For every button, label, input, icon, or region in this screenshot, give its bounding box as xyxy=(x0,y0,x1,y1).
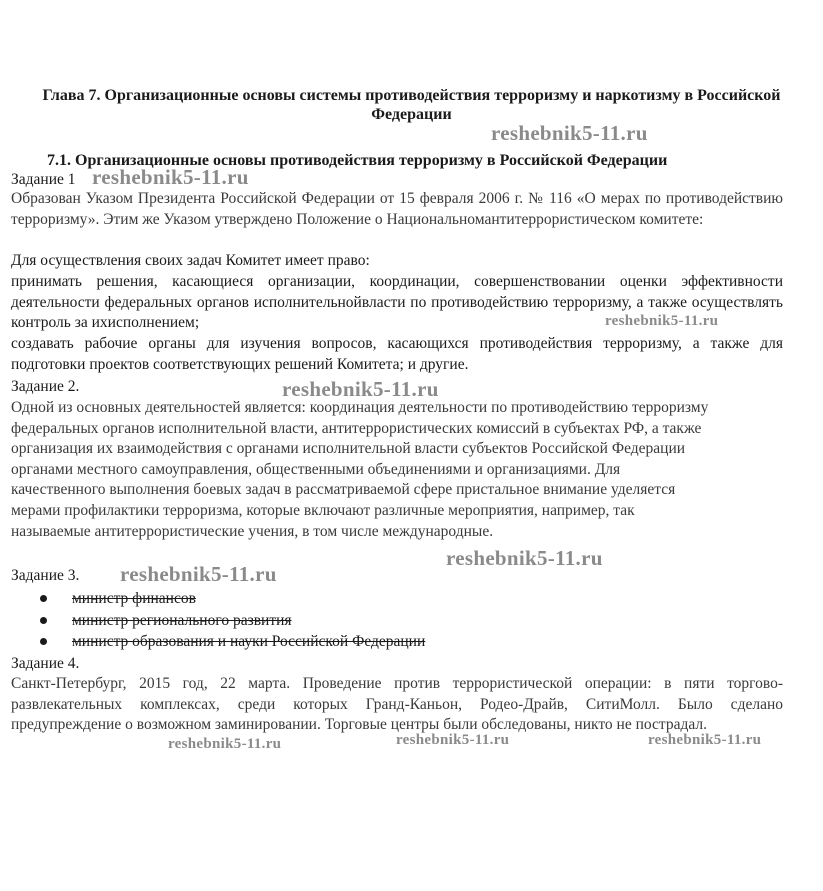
option-text: министр финансов xyxy=(72,590,196,607)
watermark: reshebnik5-11.ru xyxy=(605,313,719,329)
struck-option xyxy=(36,588,425,610)
bullet-icon xyxy=(40,595,47,602)
bullet-icon xyxy=(40,617,47,624)
watermark: reshebnik5-11.ru xyxy=(491,121,648,145)
watermark: reshebnik5-11.ru xyxy=(282,377,439,401)
task-1-paragraph: Образован Указом Президента Российской Федерации от 15 февраля 2006 г. № 116 «О мерах по противодействию терроризму». Этим же Указом утверждено Положение о Национальномантитеррористическом комитете: xyxy=(11,190,783,228)
watermark: reshebnik5-11.ru xyxy=(120,562,277,586)
watermark: reshebnik5-11.ru xyxy=(648,732,762,748)
bullet-icon xyxy=(40,638,47,645)
watermark: reshebnik5-11.ru xyxy=(396,732,510,748)
task-2-paragraph: Одной из основных деятельностей является: координация деятельности по противодействию терроризму федеральных органов исполнительной власти, антитеррористических комиссий в субъектах РФ, а также организация их взаимодействия с органами исполнительной власти субъектов Российской Федерации органами местного самоуправления, общественными объединениями и организациями. Для качественного выполнения боевых задач в рассматриваемой сфере пристальное внимание уделяется мерами профилактики терроризма, которые включают различные мероприятия, например, так называемые антитеррористические учения, в том числе международные. xyxy=(11,399,709,540)
struck-option xyxy=(36,631,425,653)
struck-option xyxy=(36,610,425,632)
task-2-label: Задание 2. xyxy=(11,378,80,395)
watermark: reshebnik5-11.ru xyxy=(168,736,282,752)
task-1-label: Задание 1 xyxy=(11,171,76,188)
chapter-title: Глава 7. Организационные основы системы противодействия терроризму и наркотизму в Российской Федерации xyxy=(42,87,781,123)
watermark: reshebnik5-11.ru xyxy=(92,165,249,189)
option-text: министр регионального развития xyxy=(72,611,292,629)
task-1-paragraph: Для осуществления своих задач Комитет имеет право: xyxy=(11,252,370,269)
option-text: министр образования и науки Российской Федерации xyxy=(72,633,426,650)
task-3-options xyxy=(36,588,425,653)
task-1-paragraph: создавать рабочие органы для изучения вопросов, касающихся противодействия терроризму, а также для подготовки проектов соответствующих решений Комитета; и другие. xyxy=(11,335,783,373)
task-4-label: Задание 4. xyxy=(11,655,80,672)
watermark: reshebnik5-11.ru xyxy=(446,546,603,570)
task-1-paragraph: принимать решения, касающиеся организации, координации, совершенствовании оценки эффективности деятельности федеральных органов исполнительнойвласти по противодействию терроризму, а также осуществлять контроль за ихисполнением; xyxy=(11,273,783,332)
task-3-label: Задание 3. xyxy=(11,567,80,584)
task-4-paragraph: Санкт-Петербург, 2015 год, 22 марта. Проведение против террористической операции: в пяти торгово-развлекательных комплексах, среди которых Гранд-Каньон, Родео-Драйв, СитиМолл. Было сделано предупреждение о возможном заминировании. Торговые центры были обследованы, никто не пострадал. xyxy=(11,675,783,734)
section-title: 7.1. Организационные основы противодействия терроризму в Российской Федерации xyxy=(47,152,668,169)
